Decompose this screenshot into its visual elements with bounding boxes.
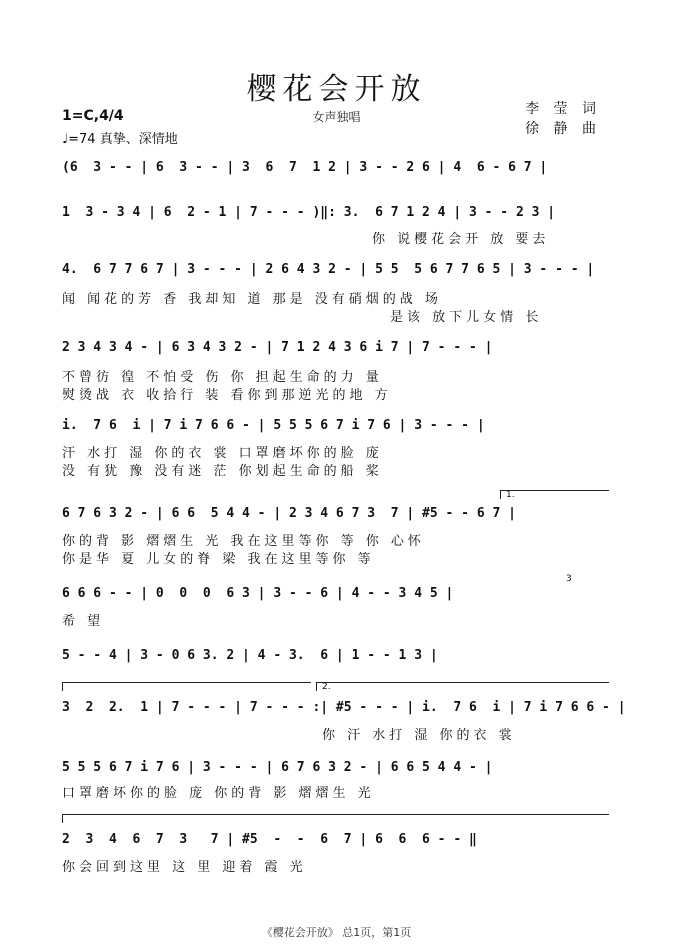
page-title: 樱花会开放: [246, 72, 427, 107]
composer-credit: 徐 静 曲: [525, 121, 601, 137]
section-bracket: [62, 814, 609, 823]
page-footer: 《樱花会开放》 总1页，第1页: [261, 926, 412, 939]
volta-2-bracket: [316, 682, 609, 691]
key-signature: 1=C,4/4: [62, 108, 124, 124]
volta-2-label: 2.: [322, 682, 331, 692]
volta-1-bracket-continued: [62, 682, 311, 691]
performer-note: 女声独唱: [312, 110, 361, 124]
tempo-marking: ♩=74 真挚、深情地: [62, 132, 178, 147]
volta-1-label: 1.: [506, 490, 515, 500]
volta-1-bracket: [500, 490, 609, 499]
triplet-mark: 3: [566, 574, 572, 584]
lyricist-credit: 李 莹 词: [525, 101, 601, 117]
